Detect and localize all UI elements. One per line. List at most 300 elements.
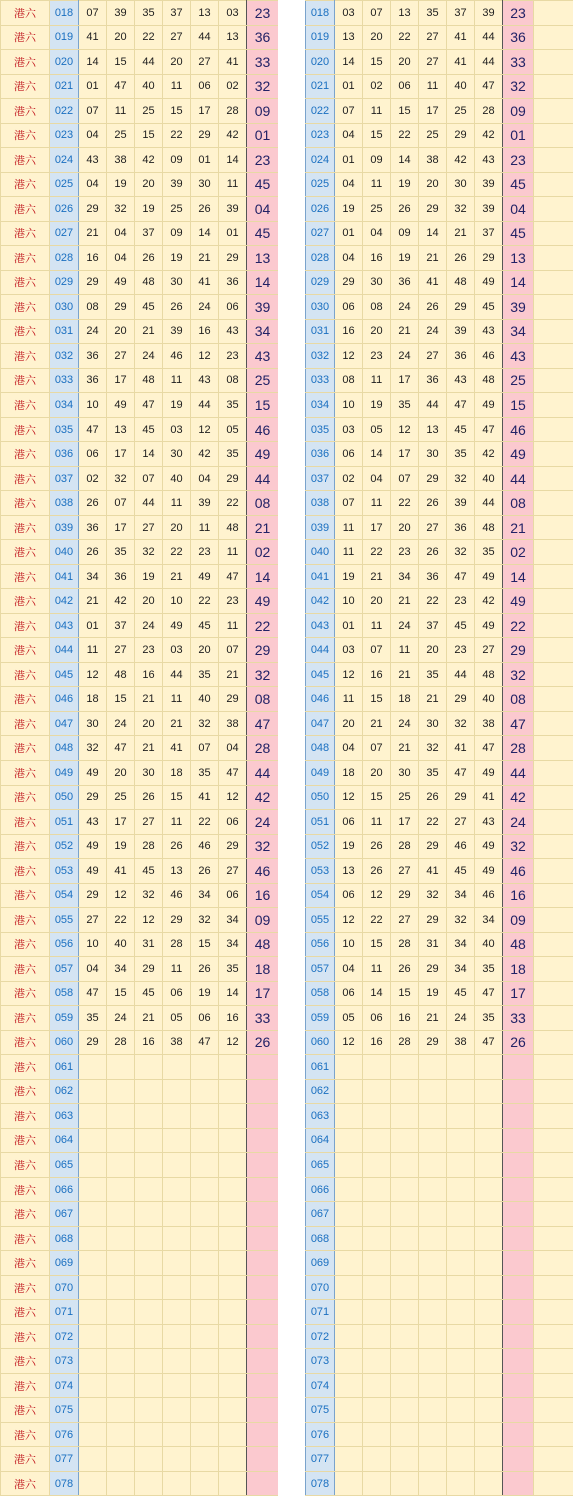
drawn-number: 28 bbox=[219, 99, 247, 124]
period-number: 024 bbox=[306, 148, 335, 173]
spacer-cell bbox=[534, 1447, 573, 1472]
special-number bbox=[503, 1373, 534, 1398]
drawn-number: 26 bbox=[163, 295, 191, 320]
period-number: 063 bbox=[306, 1104, 335, 1129]
spacer-cell bbox=[534, 1275, 573, 1300]
drawn-number: 26 bbox=[191, 197, 219, 222]
drawn-number bbox=[191, 1177, 219, 1202]
period-number: 037 bbox=[50, 466, 79, 491]
drawn-number bbox=[475, 1128, 503, 1153]
lottery-label: 港六 bbox=[1, 1104, 50, 1129]
special-number: 42 bbox=[503, 785, 534, 810]
period-number: 073 bbox=[50, 1349, 79, 1374]
drawn-number: 21 bbox=[135, 1006, 163, 1031]
drawn-number: 36 bbox=[79, 515, 107, 540]
period-number: 054 bbox=[50, 883, 79, 908]
period-number: 045 bbox=[50, 662, 79, 687]
special-number: 08 bbox=[503, 491, 534, 516]
table-row bbox=[1, 1055, 279, 1080]
table-row bbox=[1, 221, 279, 246]
special-number: 02 bbox=[247, 540, 279, 565]
drawn-number bbox=[363, 1226, 391, 1251]
lottery-label: 港六 bbox=[1, 1202, 50, 1227]
drawn-number bbox=[191, 1079, 219, 1104]
drawn-number: 40 bbox=[191, 687, 219, 712]
drawn-number: 03 bbox=[219, 1, 247, 26]
table-row bbox=[1, 515, 279, 540]
special-number: 47 bbox=[503, 711, 534, 736]
drawn-number: 27 bbox=[391, 908, 419, 933]
drawn-number bbox=[363, 1373, 391, 1398]
drawn-number: 12 bbox=[219, 785, 247, 810]
special-number: 23 bbox=[247, 1, 279, 26]
lottery-label: 港六 bbox=[1, 295, 50, 320]
drawn-number: 40 bbox=[163, 466, 191, 491]
drawn-number: 36 bbox=[107, 564, 135, 589]
drawn-number bbox=[107, 1226, 135, 1251]
drawn-number bbox=[391, 1398, 419, 1423]
drawn-number: 32 bbox=[447, 197, 475, 222]
drawn-number: 14 bbox=[135, 442, 163, 467]
period-number: 032 bbox=[306, 344, 335, 369]
drawn-number: 10 bbox=[79, 393, 107, 418]
drawn-number: 46 bbox=[475, 883, 503, 908]
special-number: 17 bbox=[247, 981, 279, 1006]
lottery-label: 港六 bbox=[1, 1006, 50, 1031]
spacer-cell bbox=[534, 736, 573, 761]
drawn-number: 12 bbox=[335, 908, 363, 933]
period-number: 021 bbox=[306, 74, 335, 99]
drawn-number: 07 bbox=[107, 491, 135, 516]
special-number bbox=[247, 1398, 279, 1423]
period-number: 046 bbox=[50, 687, 79, 712]
drawn-number bbox=[107, 1300, 135, 1325]
drawn-number bbox=[107, 1275, 135, 1300]
drawn-number: 19 bbox=[419, 981, 447, 1006]
spacer-cell bbox=[534, 711, 573, 736]
drawn-number: 07 bbox=[363, 736, 391, 761]
drawn-number: 13 bbox=[391, 1, 419, 26]
table-row bbox=[1, 711, 279, 736]
period-number: 036 bbox=[50, 442, 79, 467]
drawn-number bbox=[219, 1349, 247, 1374]
table-row bbox=[306, 99, 573, 124]
drawn-number: 47 bbox=[191, 1030, 219, 1055]
drawn-number: 47 bbox=[135, 393, 163, 418]
period-number: 024 bbox=[50, 148, 79, 173]
drawn-number: 29 bbox=[335, 270, 363, 295]
special-number bbox=[247, 1275, 279, 1300]
drawn-number: 19 bbox=[107, 172, 135, 197]
table-row bbox=[306, 810, 573, 835]
drawn-number: 34 bbox=[447, 883, 475, 908]
period-number: 041 bbox=[306, 564, 335, 589]
spacer-cell bbox=[534, 1251, 573, 1276]
drawn-number: 01 bbox=[335, 613, 363, 638]
drawn-number bbox=[447, 1251, 475, 1276]
period-number: 027 bbox=[306, 221, 335, 246]
table-row bbox=[1, 981, 279, 1006]
drawn-number: 11 bbox=[363, 99, 391, 124]
lottery-label: 港六 bbox=[1, 711, 50, 736]
lottery-label: 港六 bbox=[1, 981, 50, 1006]
drawn-number: 01 bbox=[79, 613, 107, 638]
drawn-number: 03 bbox=[163, 638, 191, 663]
period-number: 072 bbox=[306, 1324, 335, 1349]
drawn-number bbox=[191, 1447, 219, 1472]
period-number: 030 bbox=[306, 295, 335, 320]
drawn-number: 27 bbox=[219, 859, 247, 884]
table-row bbox=[1, 613, 279, 638]
special-number bbox=[247, 1471, 279, 1496]
drawn-number: 29 bbox=[475, 246, 503, 271]
lottery-label: 港六 bbox=[1, 1300, 50, 1325]
period-number: 043 bbox=[50, 613, 79, 638]
special-number: 34 bbox=[503, 319, 534, 344]
drawn-number bbox=[163, 1324, 191, 1349]
period-number: 067 bbox=[306, 1202, 335, 1227]
special-number: 02 bbox=[503, 540, 534, 565]
table-row bbox=[1, 319, 279, 344]
drawn-number: 17 bbox=[107, 368, 135, 393]
drawn-number: 26 bbox=[419, 295, 447, 320]
drawn-number bbox=[447, 1324, 475, 1349]
table-row bbox=[1, 589, 279, 614]
drawn-number bbox=[419, 1373, 447, 1398]
drawn-number: 22 bbox=[363, 908, 391, 933]
period-number: 030 bbox=[50, 295, 79, 320]
lottery-label: 港六 bbox=[1, 344, 50, 369]
drawn-number: 11 bbox=[163, 810, 191, 835]
drawn-number: 49 bbox=[475, 393, 503, 418]
period-number: 074 bbox=[306, 1373, 335, 1398]
lottery-label: 港六 bbox=[1, 540, 50, 565]
period-number: 025 bbox=[306, 172, 335, 197]
table-row bbox=[306, 785, 573, 810]
table-row bbox=[1, 1373, 279, 1398]
drawn-number: 29 bbox=[391, 883, 419, 908]
drawn-number bbox=[219, 1251, 247, 1276]
lottery-label: 港六 bbox=[1, 442, 50, 467]
period-number: 031 bbox=[50, 319, 79, 344]
period-number: 063 bbox=[50, 1104, 79, 1129]
drawn-number bbox=[135, 1153, 163, 1178]
special-number: 18 bbox=[247, 957, 279, 982]
period-number: 075 bbox=[306, 1398, 335, 1423]
period-number: 034 bbox=[306, 393, 335, 418]
special-number: 24 bbox=[503, 810, 534, 835]
spacer-cell bbox=[534, 687, 573, 712]
period-number: 022 bbox=[306, 99, 335, 124]
drawn-number bbox=[335, 1202, 363, 1227]
drawn-number: 15 bbox=[135, 123, 163, 148]
special-number: 14 bbox=[247, 270, 279, 295]
table-row bbox=[306, 1275, 573, 1300]
drawn-number: 20 bbox=[135, 711, 163, 736]
drawn-number: 31 bbox=[135, 932, 163, 957]
drawn-number: 06 bbox=[219, 883, 247, 908]
drawn-number: 49 bbox=[191, 564, 219, 589]
drawn-number bbox=[163, 1373, 191, 1398]
period-number: 069 bbox=[306, 1251, 335, 1276]
special-number: 36 bbox=[247, 25, 279, 50]
drawn-number bbox=[447, 1177, 475, 1202]
drawn-number: 20 bbox=[135, 172, 163, 197]
lottery-label: 港六 bbox=[1, 1226, 50, 1251]
drawn-number: 35 bbox=[447, 442, 475, 467]
drawn-number: 08 bbox=[219, 368, 247, 393]
drawn-number: 26 bbox=[79, 540, 107, 565]
drawn-number: 11 bbox=[363, 810, 391, 835]
period-number: 055 bbox=[50, 908, 79, 933]
drawn-number: 30 bbox=[363, 270, 391, 295]
drawn-number: 35 bbox=[419, 760, 447, 785]
period-number: 074 bbox=[50, 1373, 79, 1398]
drawn-number: 13 bbox=[335, 25, 363, 50]
drawn-number bbox=[363, 1128, 391, 1153]
drawn-number: 14 bbox=[419, 221, 447, 246]
table-row bbox=[306, 1104, 573, 1129]
drawn-number: 39 bbox=[447, 491, 475, 516]
drawn-number: 44 bbox=[475, 25, 503, 50]
special-number: 09 bbox=[503, 99, 534, 124]
drawn-number: 14 bbox=[219, 981, 247, 1006]
drawn-number: 21 bbox=[79, 589, 107, 614]
drawn-number: 40 bbox=[447, 74, 475, 99]
special-number: 28 bbox=[503, 736, 534, 761]
special-number: 32 bbox=[503, 74, 534, 99]
drawn-number: 20 bbox=[419, 638, 447, 663]
special-number bbox=[503, 1300, 534, 1325]
drawn-number bbox=[391, 1447, 419, 1472]
drawn-number: 25 bbox=[107, 785, 135, 810]
special-number bbox=[503, 1251, 534, 1276]
lottery-label: 港六 bbox=[1, 785, 50, 810]
special-number bbox=[503, 1447, 534, 1472]
drawn-number: 40 bbox=[135, 74, 163, 99]
drawn-number: 06 bbox=[191, 74, 219, 99]
drawn-number bbox=[191, 1202, 219, 1227]
period-number: 064 bbox=[306, 1128, 335, 1153]
period-number: 066 bbox=[306, 1177, 335, 1202]
drawn-number: 48 bbox=[447, 270, 475, 295]
drawn-number: 10 bbox=[163, 589, 191, 614]
drawn-number: 09 bbox=[363, 148, 391, 173]
period-number: 025 bbox=[50, 172, 79, 197]
drawn-number: 18 bbox=[79, 687, 107, 712]
drawn-number bbox=[475, 1275, 503, 1300]
period-number: 020 bbox=[50, 50, 79, 75]
special-number: 26 bbox=[247, 1030, 279, 1055]
drawn-number: 25 bbox=[363, 197, 391, 222]
drawn-number: 47 bbox=[447, 393, 475, 418]
spacer-cell bbox=[534, 859, 573, 884]
table-row bbox=[1, 1, 279, 26]
drawn-number: 14 bbox=[191, 221, 219, 246]
drawn-number bbox=[335, 1177, 363, 1202]
drawn-number: 25 bbox=[419, 123, 447, 148]
period-number: 075 bbox=[50, 1398, 79, 1423]
drawn-number: 07 bbox=[79, 1, 107, 26]
spacer-cell bbox=[534, 50, 573, 75]
table-row bbox=[306, 859, 573, 884]
drawn-number: 15 bbox=[391, 981, 419, 1006]
drawn-number: 19 bbox=[135, 197, 163, 222]
special-number: 04 bbox=[247, 197, 279, 222]
drawn-number bbox=[391, 1079, 419, 1104]
drawn-number: 15 bbox=[363, 50, 391, 75]
table-row bbox=[1, 246, 279, 271]
drawn-number: 36 bbox=[79, 368, 107, 393]
spacer-cell bbox=[534, 123, 573, 148]
drawn-number: 45 bbox=[447, 417, 475, 442]
drawn-number: 04 bbox=[79, 172, 107, 197]
drawn-number: 09 bbox=[163, 148, 191, 173]
drawn-number bbox=[219, 1055, 247, 1080]
drawn-number bbox=[475, 1055, 503, 1080]
drawn-number bbox=[475, 1251, 503, 1276]
period-number: 037 bbox=[306, 466, 335, 491]
period-number: 018 bbox=[306, 1, 335, 26]
drawn-number bbox=[135, 1055, 163, 1080]
drawn-number: 13 bbox=[107, 417, 135, 442]
drawn-number: 13 bbox=[419, 417, 447, 442]
period-number: 029 bbox=[50, 270, 79, 295]
lottery-label: 港六 bbox=[1, 859, 50, 884]
drawn-number bbox=[419, 1447, 447, 1472]
special-number bbox=[503, 1349, 534, 1374]
table-row bbox=[1, 687, 279, 712]
special-number: 33 bbox=[503, 50, 534, 75]
drawn-number bbox=[447, 1300, 475, 1325]
table-row bbox=[306, 466, 573, 491]
drawn-number: 44 bbox=[475, 491, 503, 516]
lottery-label: 港六 bbox=[1, 638, 50, 663]
drawn-number bbox=[363, 1251, 391, 1276]
drawn-number: 02 bbox=[363, 74, 391, 99]
drawn-number bbox=[475, 1349, 503, 1374]
drawn-number: 07 bbox=[219, 638, 247, 663]
drawn-number: 47 bbox=[219, 760, 247, 785]
drawn-number bbox=[475, 1447, 503, 1472]
drawn-number: 43 bbox=[447, 368, 475, 393]
drawn-number bbox=[219, 1300, 247, 1325]
drawn-number bbox=[363, 1177, 391, 1202]
left-results-table bbox=[0, 0, 279, 1496]
drawn-number: 44 bbox=[475, 50, 503, 75]
drawn-number: 26 bbox=[363, 834, 391, 859]
drawn-number: 02 bbox=[335, 466, 363, 491]
drawn-number: 19 bbox=[107, 834, 135, 859]
drawn-number bbox=[475, 1079, 503, 1104]
special-number bbox=[503, 1226, 534, 1251]
lottery-label: 港六 bbox=[1, 1422, 50, 1447]
drawn-number bbox=[363, 1349, 391, 1374]
special-number bbox=[247, 1177, 279, 1202]
period-number: 035 bbox=[306, 417, 335, 442]
drawn-number: 27 bbox=[419, 515, 447, 540]
drawn-number: 30 bbox=[391, 760, 419, 785]
lottery-label: 港六 bbox=[1, 221, 50, 246]
table-row bbox=[1, 932, 279, 957]
drawn-number: 26 bbox=[419, 540, 447, 565]
lottery-label: 港六 bbox=[1, 148, 50, 173]
drawn-number: 41 bbox=[447, 50, 475, 75]
drawn-number: 11 bbox=[391, 638, 419, 663]
drawn-number: 41 bbox=[163, 736, 191, 761]
drawn-number bbox=[419, 1226, 447, 1251]
special-number: 09 bbox=[247, 908, 279, 933]
lottery-label: 港六 bbox=[1, 662, 50, 687]
drawn-number bbox=[219, 1079, 247, 1104]
drawn-number bbox=[163, 1275, 191, 1300]
drawn-number: 19 bbox=[191, 981, 219, 1006]
spacer-cell bbox=[534, 908, 573, 933]
drawn-number bbox=[363, 1300, 391, 1325]
drawn-number: 29 bbox=[135, 957, 163, 982]
table-row bbox=[306, 687, 573, 712]
drawn-number: 38 bbox=[475, 711, 503, 736]
drawn-number bbox=[107, 1447, 135, 1472]
drawn-number bbox=[191, 1275, 219, 1300]
drawn-number: 14 bbox=[219, 148, 247, 173]
drawn-number: 35 bbox=[419, 1, 447, 26]
drawn-number: 16 bbox=[135, 662, 163, 687]
special-number: 14 bbox=[247, 564, 279, 589]
drawn-number bbox=[335, 1153, 363, 1178]
period-number: 044 bbox=[306, 638, 335, 663]
special-number bbox=[247, 1079, 279, 1104]
drawn-number bbox=[363, 1398, 391, 1423]
special-number bbox=[247, 1251, 279, 1276]
drawn-number bbox=[107, 1055, 135, 1080]
drawn-number: 01 bbox=[79, 74, 107, 99]
drawn-number: 15 bbox=[363, 932, 391, 957]
drawn-number bbox=[419, 1422, 447, 1447]
drawn-number: 42 bbox=[447, 148, 475, 173]
drawn-number: 15 bbox=[391, 99, 419, 124]
drawn-number bbox=[107, 1398, 135, 1423]
drawn-number: 01 bbox=[335, 74, 363, 99]
drawn-number: 15 bbox=[191, 932, 219, 957]
drawn-number: 11 bbox=[191, 515, 219, 540]
drawn-number: 35 bbox=[191, 662, 219, 687]
drawn-number bbox=[191, 1349, 219, 1374]
drawn-number: 12 bbox=[191, 344, 219, 369]
drawn-number: 06 bbox=[335, 295, 363, 320]
period-number: 039 bbox=[50, 515, 79, 540]
drawn-number: 20 bbox=[107, 319, 135, 344]
drawn-number: 01 bbox=[335, 148, 363, 173]
drawn-number bbox=[107, 1349, 135, 1374]
drawn-number: 23 bbox=[391, 540, 419, 565]
drawn-number bbox=[447, 1104, 475, 1129]
special-number: 36 bbox=[503, 25, 534, 50]
period-number: 058 bbox=[50, 981, 79, 1006]
drawn-number bbox=[391, 1349, 419, 1374]
drawn-number: 42 bbox=[107, 589, 135, 614]
drawn-number bbox=[335, 1300, 363, 1325]
table-row bbox=[306, 344, 573, 369]
drawn-number: 27 bbox=[107, 638, 135, 663]
drawn-number: 21 bbox=[135, 687, 163, 712]
special-number bbox=[503, 1153, 534, 1178]
drawn-number bbox=[107, 1104, 135, 1129]
table-row bbox=[306, 1398, 573, 1423]
drawn-number: 47 bbox=[447, 564, 475, 589]
drawn-number: 36 bbox=[447, 515, 475, 540]
drawn-number: 26 bbox=[447, 246, 475, 271]
